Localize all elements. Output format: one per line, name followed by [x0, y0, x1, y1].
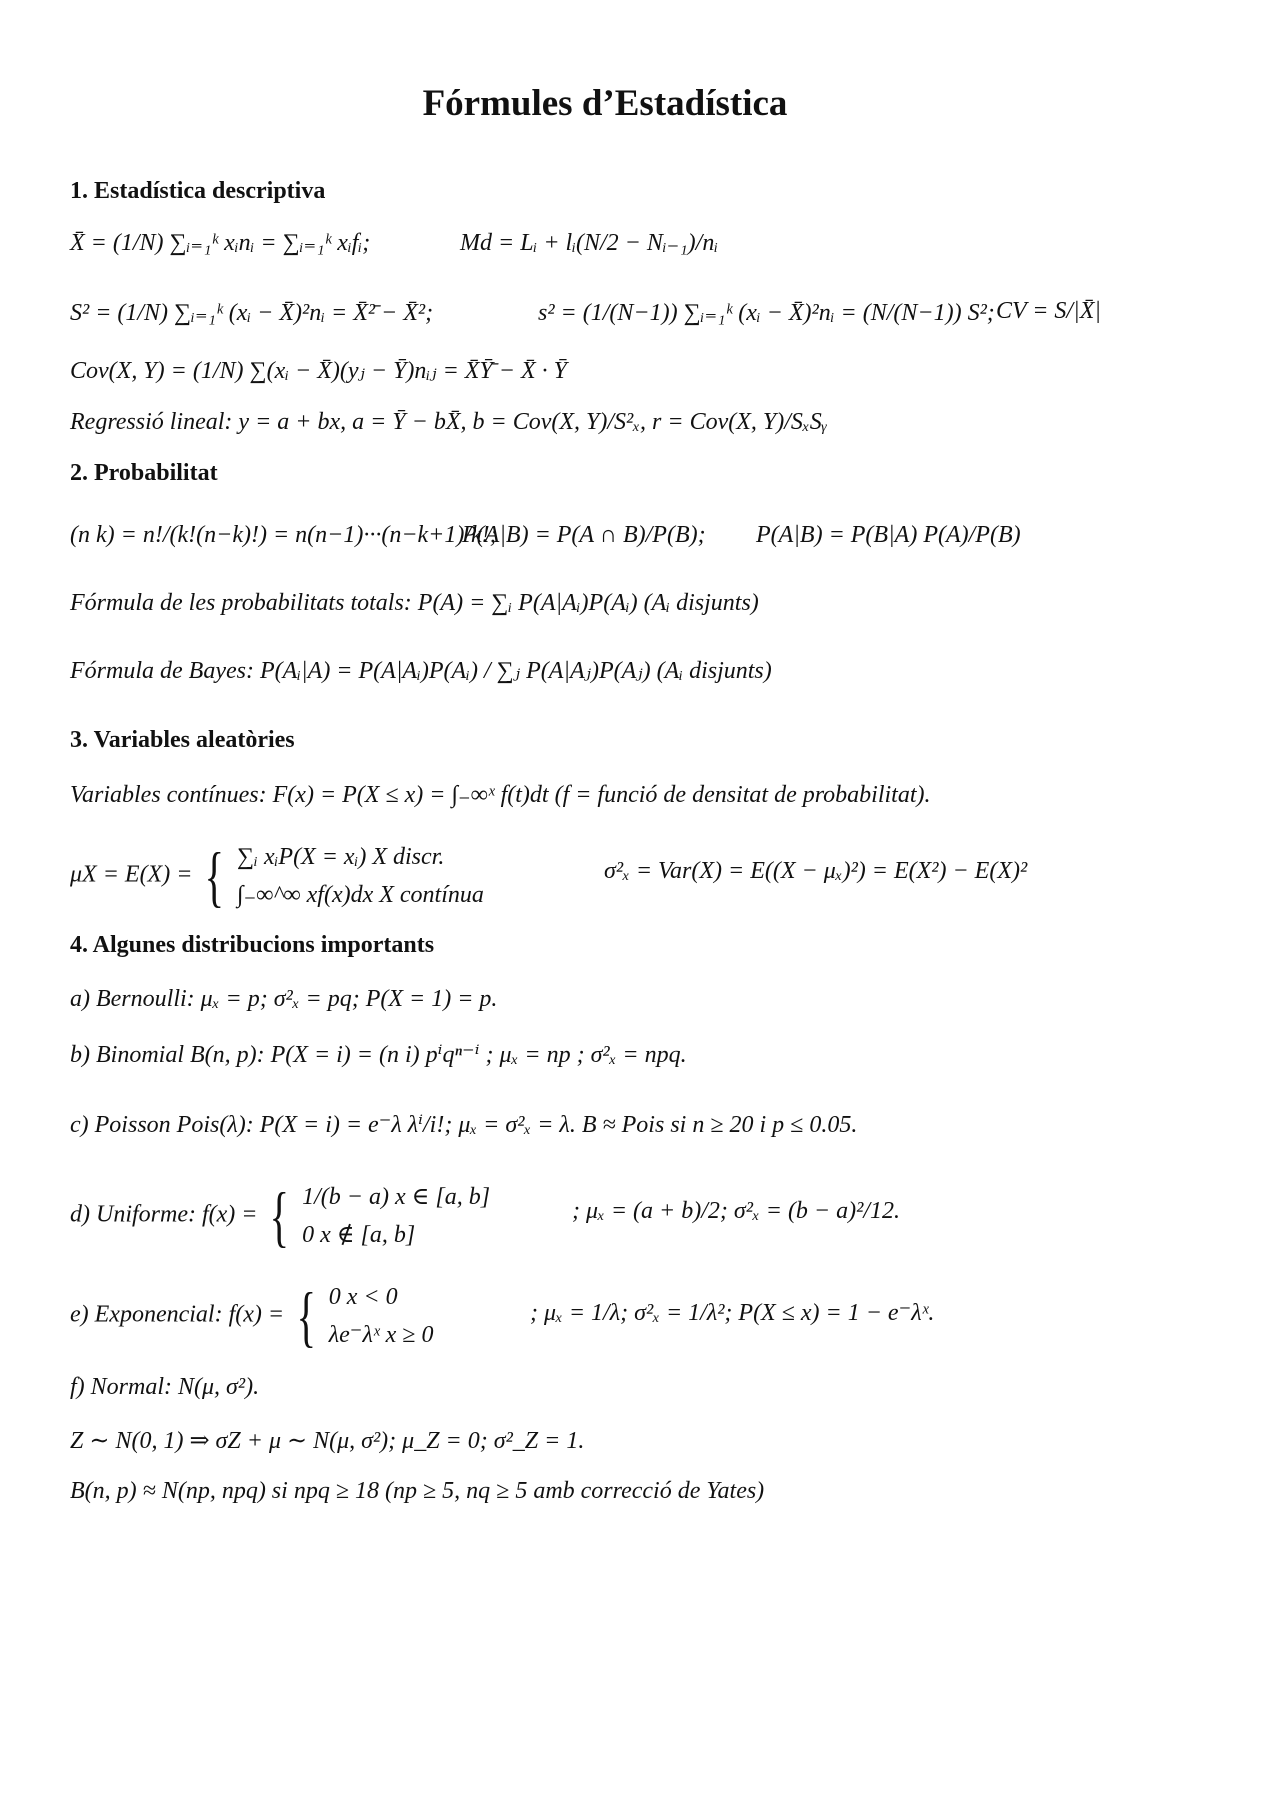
- expectation-continuous: ∫₋∞^∞ xf(x)dx X contínua: [237, 882, 484, 908]
- left-brace-symbol: {: [296, 1278, 317, 1354]
- formula-combinations: (n k) = n!/(k!(n−k)!) = n(n−1)···(n−k+1)/k!;: [70, 522, 498, 548]
- formula-bernoulli: a) Bernoulli: μₓ = p; σ²ₓ = pq; P(X = 1) = p.: [70, 986, 498, 1012]
- uniform-case-inside: 1/(b − a) x ∈ [a, b]: [302, 1184, 491, 1210]
- page-title: Fórmules d’Estadística: [422, 83, 788, 124]
- formula-variance-definition: σ²ₓ = Var(X) = E((X − μₓ)²) = E(X²) − E(X)²: [604, 858, 1028, 884]
- formula-exponential: [70, 1278, 433, 1354]
- uniform-lhs: d) Uniforme: f(x) =: [70, 1201, 258, 1228]
- formula-sample-variance: s² = (1/(N−1)) ∑ᵢ₌₁ᵏ (xᵢ − X̄)²nᵢ = (N/(N−1)) S²;: [538, 300, 995, 326]
- section-heading-descriptive: 1. Estadística descriptiva: [70, 178, 326, 204]
- formula-exponential-moments: ; μₓ = 1/λ; σ²ₓ = 1/λ²; P(X ≤ x) = 1 − e⁻λˣ.: [530, 1300, 935, 1326]
- formula-bayes-simple: P(A|B) = P(B|A) P(A)/P(B): [756, 522, 1021, 548]
- formula-uniform-moments: ; μₓ = (a + b)/2; σ²ₓ = (b − a)²/12.: [572, 1198, 900, 1224]
- exponential-cases: [329, 1278, 434, 1354]
- exponential-lhs: e) Exponencial: f(x) =: [70, 1301, 285, 1328]
- left-brace-symbol: {: [270, 1178, 290, 1254]
- expectation-lhs: μX = E(X) =: [70, 861, 193, 888]
- formula-bayes: Fórmula de Bayes: P(Aᵢ|A) = P(A|Aᵢ)P(Aᵢ) / ∑ⱼ P(A|Aⱼ)P(Aⱼ) (Aᵢ disjunts): [70, 658, 772, 684]
- uniform-case-outside: 0 x ∉ [a, b]: [302, 1222, 416, 1248]
- formula-regression: Regressió lineal: y = a + bx, a = Ȳ − bX̄, b = Cov(X, Y)/S²ₓ, r = Cov(X, Y)/SₓSᵧ: [70, 409, 828, 435]
- section-heading-probability: 2. Probabilitat: [70, 460, 218, 486]
- formula-median: Md = Lᵢ + lᵢ(N/2 − Nᵢ₋₁)/nᵢ: [460, 230, 719, 256]
- uniform-cases: [302, 1178, 490, 1254]
- formula-binomial: b) Binomial B(n, p): P(X = i) = (n i) pⁱqⁿ⁻ⁱ ; μₓ = np ; σ²ₓ = npq.: [70, 1042, 687, 1068]
- section-heading-random-variables: 3. Variables aleatòries: [70, 727, 295, 753]
- formula-cv: CV = S/|X̄|: [996, 298, 1101, 324]
- exponential-case-negative: 0 x < 0: [328, 1284, 398, 1310]
- formula-normal: f) Normal: N(μ, σ²).: [70, 1374, 260, 1400]
- formula-continuous-cdf: Variables contínues: F(x) = P(X ≤ x) = ∫₋∞ˣ f(t)dt (f = funció de densitat de probabilitat).: [70, 782, 931, 808]
- formula-expectation: [70, 838, 484, 914]
- left-brace-symbol: {: [204, 838, 225, 914]
- expectation-cases: [237, 838, 484, 914]
- exponential-case-positive: λe⁻λˣ x ≥ 0: [328, 1322, 434, 1348]
- formula-normal-approximation: B(n, p) ≈ N(np, npq) si npq ≥ 18 (np ≥ 5, nq ≥ 5 amb correcció de Yates): [70, 1478, 765, 1504]
- section-heading-distributions: 4. Algunes distribucions importants: [70, 932, 435, 958]
- expectation-discrete: ∑ᵢ xᵢP(X = xᵢ) X discr.: [237, 844, 445, 870]
- formula-poisson: c) Poisson Pois(λ): P(X = i) = e⁻λ λⁱ/i!; μₓ = σ²ₓ = λ. B ≈ Pois si n ≥ 20 i p ≤ 0.05.: [70, 1112, 858, 1138]
- formula-conditional: P(A|B) = P(A ∩ B)/P(B);: [462, 522, 706, 548]
- formula-standard-normal: Z ∼ N(0, 1) ⇒ σZ + μ ∼ N(μ, σ²); μ_Z = 0; σ²_Z = 1.: [70, 1428, 585, 1454]
- formula-uniform: [70, 1178, 490, 1254]
- formula-mean: X̄ = (1/N) ∑ᵢ₌₁ᵏ xᵢnᵢ = ∑ᵢ₌₁ᵏ xᵢfᵢ;: [70, 230, 371, 256]
- formula-covariance: Cov(X, Y) = (1/N) ∑(xᵢ − X̄)(yⱼ − Ȳ)nᵢⱼ = X̄Ȳ̄ − X̄ · Ȳ: [70, 358, 567, 384]
- formula-total-probability: Fórmula de les probabilitats totals: P(A) = ∑ᵢ P(A|Aᵢ)P(Aᵢ) (Aᵢ disjunts): [70, 590, 759, 616]
- formula-variance: S² = (1/N) ∑ᵢ₌₁ᵏ (xᵢ − X̄)²nᵢ = X̄²̄ − X̄²;: [70, 300, 434, 326]
